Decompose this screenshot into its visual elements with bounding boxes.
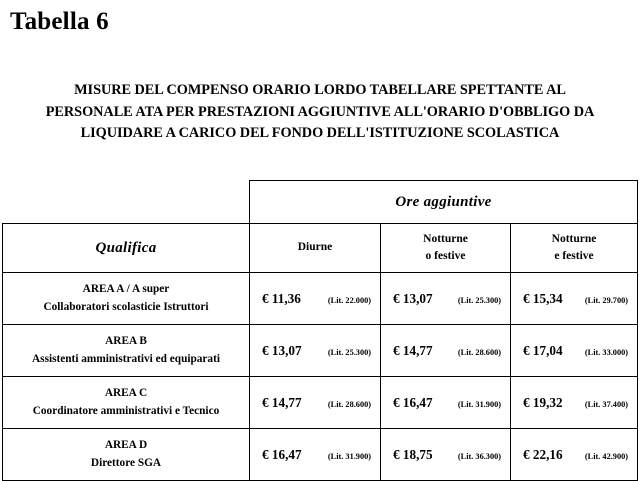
value-euro: € 17,04: [523, 342, 563, 358]
value-lire: (Lit. 29.700): [584, 295, 629, 305]
subtitle-line-2: PERSONALE ATA PER PRESTAZIONI AGGIUNTIVE ALL'ORARIO D'OBBLIGO DA: [45, 103, 595, 120]
cell-notturne-o-festive: [381, 429, 511, 481]
row-qualifica-line2: Direttore SGA: [90, 456, 162, 469]
compensation-table: [2, 180, 638, 481]
cell-diurne: [250, 429, 381, 481]
header-qualifica: Qualifica: [3, 224, 250, 273]
row-qualifica-line1: AREA D: [104, 439, 148, 451]
row-qualifica: [3, 377, 250, 429]
value-euro: € 22,16: [523, 446, 563, 462]
value-lire: (Lit. 31.900): [327, 451, 371, 461]
cell-diurne: [250, 377, 381, 429]
table-group-header-row: [3, 181, 638, 224]
row-qualifica-line1: AREA C: [104, 387, 148, 399]
value-lire: (Lit. 22.000): [327, 295, 371, 305]
table-row: [3, 377, 638, 429]
value-euro: € 16,47: [262, 446, 302, 462]
row-qualifica: [3, 325, 250, 377]
header-notturne-e-festive-line1: Notturne: [551, 232, 597, 245]
table-row: [3, 273, 638, 325]
cell-diurne: [250, 325, 381, 377]
value-euro: € 15,34: [523, 290, 563, 306]
value-lire: (Lit. 28.600): [327, 399, 371, 409]
header-notturne-o-festive-line2: o festive: [425, 250, 466, 262]
cell-notturne-e-festive: [511, 325, 638, 377]
value-euro: € 18,75: [393, 446, 433, 462]
value-euro: € 14,77: [262, 394, 302, 410]
value-lire: (Lit. 42.900): [584, 451, 629, 461]
cell-notturne-e-festive: [511, 273, 638, 325]
value-euro: € 11,36: [262, 290, 301, 306]
header-notturne-o-festive-line1: Notturne: [423, 232, 468, 245]
cell-notturne-o-festive: [381, 273, 511, 325]
page-title: Tabella 6: [10, 8, 109, 35]
row-qualifica-line2: Coordinatore amministrativi e Tecnico: [32, 404, 220, 417]
value-euro: € 19,32: [523, 394, 563, 410]
document-subtitle: [0, 80, 640, 145]
table-header-row: [3, 224, 638, 273]
cell-notturne-o-festive: [381, 325, 511, 377]
row-qualifica-line2: Assistenti amministrativi ed equiparati: [32, 352, 220, 365]
value-euro: € 13,07: [262, 342, 302, 358]
value-lire: (Lit. 33.000): [584, 347, 629, 357]
subtitle-line-1: MISURE DEL COMPENSO ORARIO LORDO TABELLARE SPETTANTE AL: [74, 82, 566, 98]
empty-corner-cell: [3, 181, 250, 224]
row-qualifica-line1: AREA B: [105, 335, 147, 347]
value-lire: (Lit. 28.600): [457, 347, 501, 357]
value-lire: (Lit. 31.900): [457, 399, 501, 409]
value-lire: (Lit. 25.300): [457, 295, 501, 305]
row-qualifica-line1: AREA A / A super: [82, 283, 170, 295]
value-euro: € 16,47: [393, 394, 433, 410]
cell-notturne-o-festive: [381, 377, 511, 429]
cell-diurne: [250, 273, 381, 325]
subtitle-line-3: LIQUIDARE A CARICO DEL FONDO DELL'ISTITUZIONE SCOLASTICA: [80, 125, 560, 142]
cell-notturne-e-festive: [511, 377, 638, 429]
cell-notturne-e-festive: [511, 429, 638, 481]
table-row: [3, 429, 638, 481]
row-qualifica: [3, 273, 250, 325]
value-lire: (Lit. 37.400): [584, 399, 629, 409]
header-notturne-e-festive: [511, 224, 638, 273]
row-qualifica: [3, 429, 250, 481]
value-euro: € 14,77: [393, 342, 433, 358]
row-qualifica-line2: Collaboratori scolasticie Istruttori: [43, 300, 209, 313]
value-lire: (Lit. 25.300): [327, 347, 371, 357]
header-notturne-o-festive: [381, 224, 511, 273]
value-euro: € 13,07: [393, 290, 433, 306]
header-notturne-e-festive-line2: e festive: [554, 250, 594, 262]
header-diurne: Diurne: [250, 224, 381, 273]
table-row: [3, 325, 638, 377]
value-lire: (Lit. 36.300): [457, 451, 501, 461]
group-header-ore-aggiuntive: Ore aggiuntive: [250, 181, 638, 224]
